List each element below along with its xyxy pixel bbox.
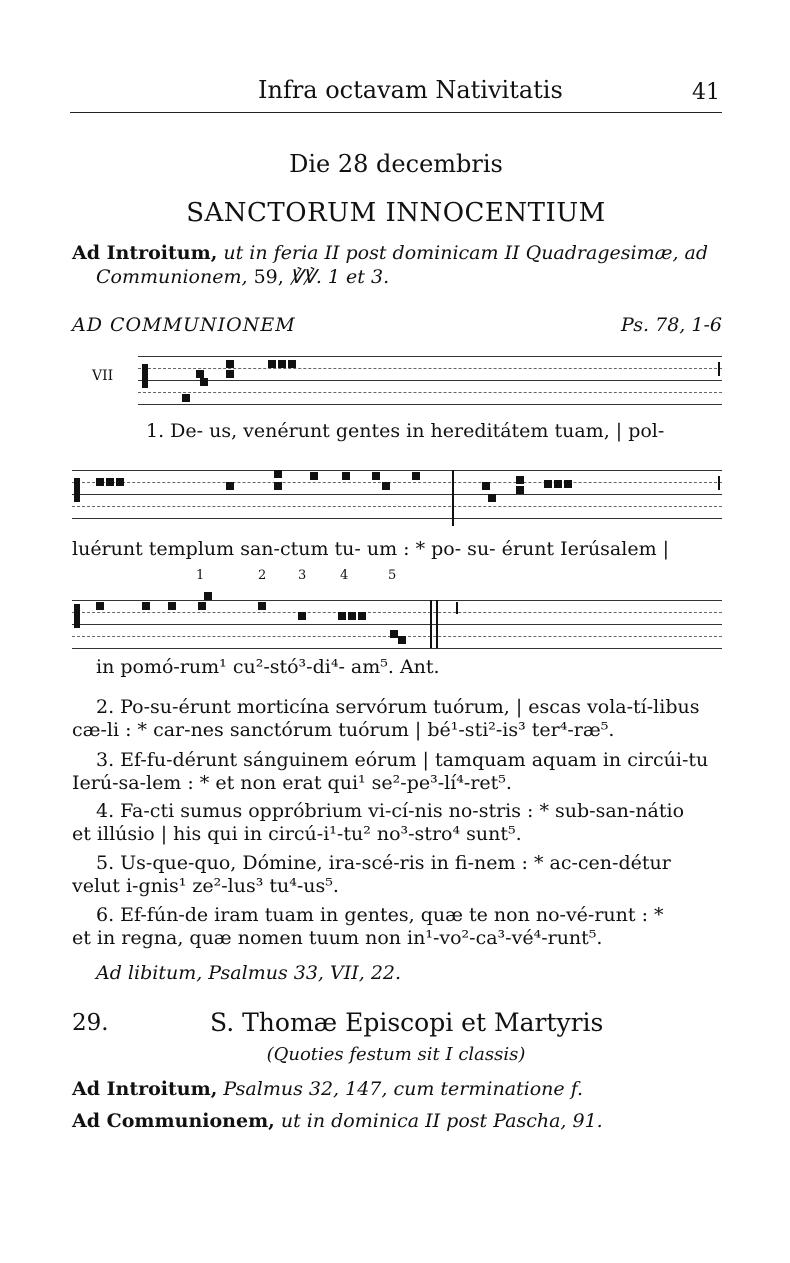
communion-rubric-2 bbox=[72, 1110, 603, 1132]
communion-heading: AD COMMUNIONEM bbox=[72, 314, 296, 336]
introit-rubric bbox=[72, 242, 708, 264]
neume bbox=[398, 636, 406, 644]
neume bbox=[226, 482, 234, 490]
neume bbox=[268, 360, 276, 368]
neume bbox=[488, 494, 496, 502]
neume bbox=[342, 472, 350, 480]
neume bbox=[338, 612, 346, 620]
neume bbox=[298, 612, 306, 620]
verse-2-line-2: cæ-li : * car-nes sanctórum tuórum | bé¹-sti²-is³ ter⁴-ræ⁵. bbox=[72, 719, 615, 741]
introit-text: ut in feria II post dominicam II Quadragesimæ, ad bbox=[223, 242, 709, 264]
neume bbox=[412, 472, 420, 480]
psalm-reference: Ps. 78, 1-6 bbox=[621, 314, 722, 336]
number-1: 1 bbox=[196, 568, 205, 583]
neume bbox=[168, 602, 176, 610]
neume bbox=[196, 370, 204, 378]
c-clef bbox=[142, 364, 148, 388]
neume bbox=[544, 480, 552, 488]
neume bbox=[516, 486, 524, 494]
introit-label-2: Ad Introitum, bbox=[72, 1078, 218, 1100]
final-double-bar bbox=[436, 600, 438, 648]
neume bbox=[198, 602, 206, 610]
introit-rubric-2 bbox=[72, 1078, 583, 1100]
communion-text-2: ut in dominica II post Pascha, 91. bbox=[280, 1110, 603, 1132]
neume bbox=[226, 370, 234, 378]
verse-3-line-1: 3. Ef-fu-dérunt sánguinem eórum | tamquam aquam in circúi-tu bbox=[96, 749, 709, 771]
verse-ref: ℣℣. 1 et 3. bbox=[289, 266, 390, 288]
introit-rubric-line2 bbox=[96, 266, 389, 288]
neume bbox=[358, 612, 366, 620]
custos bbox=[718, 476, 720, 490]
feast-2-title: S. Thomæ Episcopi et Martyris bbox=[210, 1008, 604, 1037]
chant-staff-1 bbox=[138, 356, 722, 402]
header-rule bbox=[70, 112, 722, 113]
running-title: Infra octavam Nativitatis bbox=[258, 76, 563, 104]
neume bbox=[278, 360, 286, 368]
feast-day-number: 29. bbox=[72, 1010, 109, 1036]
neume bbox=[390, 630, 398, 638]
neume bbox=[200, 378, 208, 386]
neume bbox=[204, 592, 212, 600]
neume bbox=[106, 478, 114, 486]
chant-staff-2 bbox=[72, 470, 722, 516]
communion-ref-label: Communionem, bbox=[96, 266, 248, 288]
neume bbox=[482, 482, 490, 490]
communion-label-2: Ad Communionem, bbox=[72, 1110, 275, 1132]
communion-ref-page: 59, bbox=[253, 266, 284, 288]
lyrics-line-2: luérunt templum san-ctum tu- um : * po- su- érunt Ierúsalem | bbox=[72, 538, 670, 560]
neume bbox=[564, 480, 572, 488]
feast-2-subtitle: (Quoties festum sit I classis) bbox=[266, 1044, 526, 1065]
number-5: 5 bbox=[388, 568, 397, 583]
neume bbox=[226, 360, 234, 368]
introit-label: Ad Introitum, bbox=[72, 242, 218, 264]
divisio bbox=[452, 470, 454, 526]
neume bbox=[96, 478, 104, 486]
neume bbox=[258, 602, 266, 610]
neume bbox=[288, 360, 296, 368]
verse-3-line-2: Ierú-sa-lem : * et non erat qui¹ se²-pe³-lí⁴-ret⁵. bbox=[72, 772, 512, 794]
verse-4-line-1: 4. Fa-cti sumus oppróbrium vi-cí-nis no-stris : * sub-san-nátio bbox=[96, 800, 685, 822]
verse-5-line-2: velut i-gnis¹ ze²-lus³ tu⁴-us⁵. bbox=[72, 875, 339, 897]
introit-text-2: Psalmus 32, 147, cum terminatione f. bbox=[223, 1078, 584, 1100]
final-double-bar bbox=[430, 600, 432, 648]
verse-4-line-2: et illúsio | his qui in circú-i¹-tu² no³-stro⁴ sunt⁵. bbox=[72, 823, 522, 845]
number-4: 4 bbox=[340, 568, 349, 583]
feast-title: SANCTORUM INNOCENTIUM bbox=[186, 198, 606, 228]
neume bbox=[372, 472, 380, 480]
neume bbox=[142, 602, 150, 610]
number-3: 3 bbox=[298, 568, 307, 583]
c-clef bbox=[74, 604, 80, 628]
lyrics-line-1: 1. De- us, venérunt gentes in hereditátem tuam, | pol- bbox=[146, 420, 665, 442]
number-2: 2 bbox=[258, 568, 267, 583]
c-clef bbox=[74, 478, 80, 502]
ad-libitum-rubric: Ad libitum, Psalmus 33, VII, 22. bbox=[96, 962, 402, 984]
custos bbox=[718, 362, 720, 376]
neume bbox=[274, 482, 282, 490]
neume bbox=[96, 602, 104, 610]
neume bbox=[554, 480, 562, 488]
feast-date: Die 28 decembris bbox=[289, 150, 503, 178]
neume bbox=[310, 472, 318, 480]
custos bbox=[456, 602, 458, 614]
verse-2-line-1: 2. Po-su-érunt morticína servórum tuórum, | escas vola-tí-libus bbox=[96, 696, 700, 718]
page-number: 41 bbox=[692, 80, 720, 105]
neume bbox=[382, 482, 390, 490]
verse-5-line-1: 5. Us-que-quo, Dómine, ira-scé-ris in fi-nem : * ac-cen-détur bbox=[96, 852, 671, 874]
neume bbox=[182, 394, 190, 402]
verse-6-line-1: 6. Ef-fún-de iram tuam in gentes, quæ te non no-vé-runt : * bbox=[96, 904, 664, 926]
termination-numbers bbox=[196, 568, 416, 584]
lyrics-line-3: in pomó-rum¹ cu²-stó³-di⁴- am⁵. Ant. bbox=[96, 656, 440, 678]
verse-6-line-2: et in regna, quæ nomen tuum non in¹-vo²-ca³-vé⁴-runt⁵. bbox=[72, 927, 603, 949]
neume bbox=[274, 470, 282, 478]
neume bbox=[116, 478, 124, 486]
chant-staff-3 bbox=[72, 600, 722, 646]
neume bbox=[516, 476, 524, 484]
mode-label: VII bbox=[92, 368, 114, 384]
neume bbox=[348, 612, 356, 620]
